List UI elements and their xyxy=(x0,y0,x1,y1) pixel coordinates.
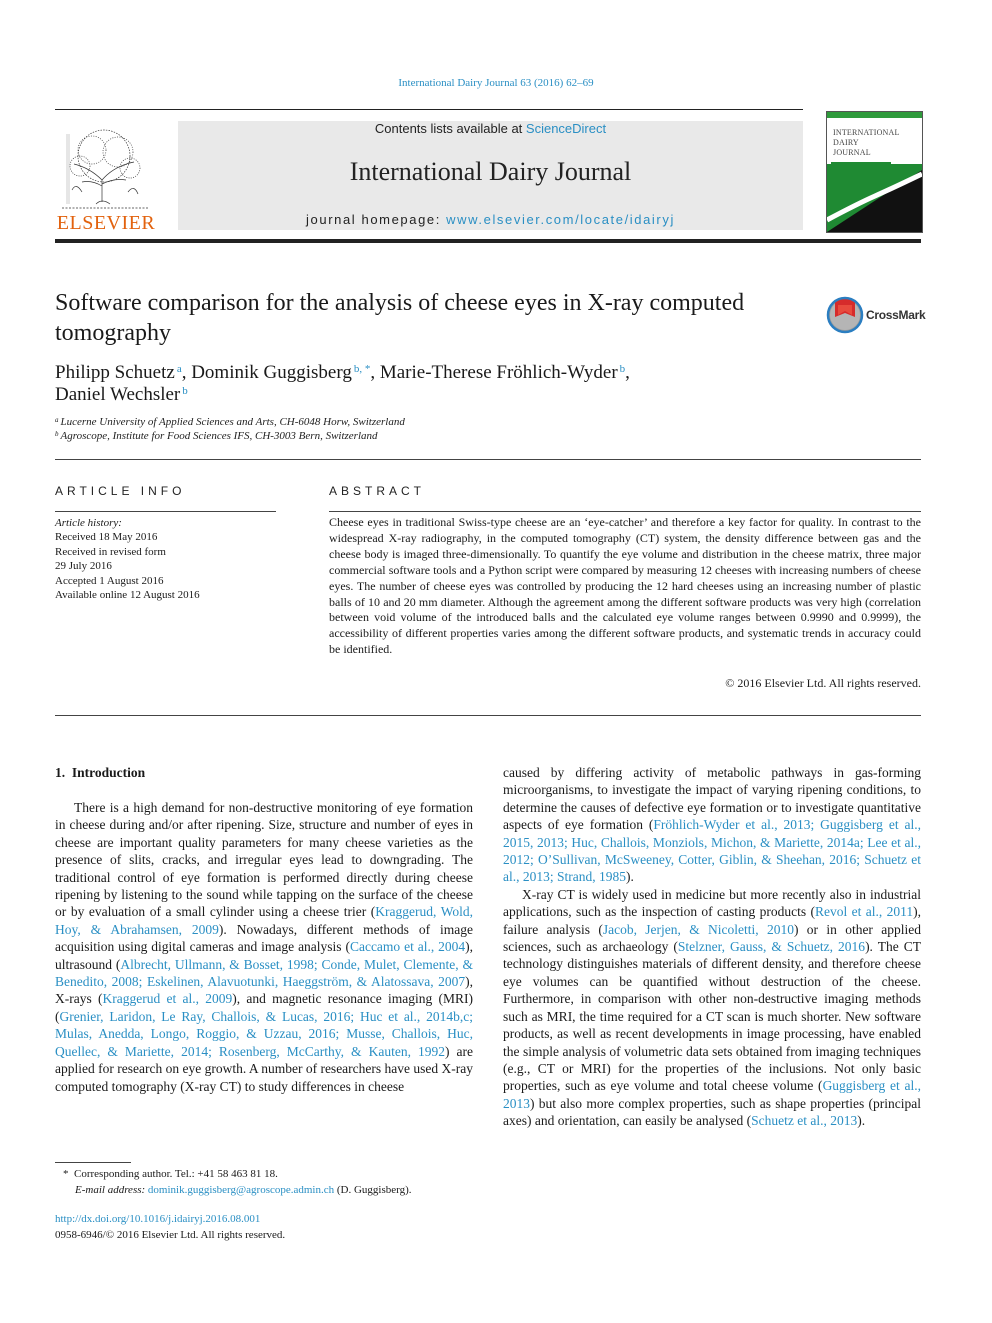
issn-copyright: 0958-6946/© 2016 Elsevier Ltd. All rights reserved. xyxy=(55,1229,286,1241)
masthead-rule xyxy=(55,239,921,243)
body-text: ) but also more complex properties, such as shape properties (principal axes) and orientation, can easily be analysed ( xyxy=(503,1095,921,1129)
crossmark-icon xyxy=(826,295,864,335)
author-name[interactable]: Philipp Schuetz xyxy=(55,362,175,383)
header-rule xyxy=(55,109,803,110)
affiliation-text: Agroscope, Institute for Food Sciences IFS, CH-3003 Bern, Switzerland xyxy=(60,430,378,442)
citation-link[interactable]: Revol et al., 2011 xyxy=(815,904,914,920)
sciencedirect-link[interactable]: ScienceDirect xyxy=(525,121,607,136)
cover-title xyxy=(833,128,900,158)
body-text: ) or in other applied sciences, such as archaeology ( xyxy=(503,921,921,955)
affiliation-mark: b xyxy=(55,430,59,438)
article-info-label: ARTICLE INFO xyxy=(55,484,186,498)
history-entry: Accepted 1 August 2016 xyxy=(55,574,164,587)
homepage-prefix: journal homepage: xyxy=(306,212,447,227)
paragraph xyxy=(503,886,921,1130)
email-label: E-mail address: xyxy=(75,1184,148,1196)
doi-link[interactable]: http://dx.doi.org/10.1016/j.idairyj.2016.08.001 xyxy=(55,1213,261,1225)
corresponding-author-text: Corresponding author. Tel.: +41 58 463 81 18. xyxy=(74,1168,278,1180)
journal-citation[interactable]: International Dairy Journal 63 (2016) 62–69 xyxy=(398,77,594,89)
author-list xyxy=(55,362,775,406)
author-separator: , xyxy=(625,362,630,383)
journal-name: International Dairy Journal xyxy=(349,157,632,186)
citation-link[interactable]: Schuetz et al., 2013 xyxy=(751,1113,858,1129)
cover-title-line: JOURNAL xyxy=(833,148,871,157)
author-affiliation-mark[interactable]: b xyxy=(619,363,626,375)
corresponding-author-footnote xyxy=(55,1166,475,1198)
body-text: ), and magnetic resonance imaging (MRI) ( xyxy=(55,991,473,1024)
body-text: ). Nowadays, different methods of image acquisition using digital cameras and image analysis ( xyxy=(55,921,473,955)
abstract-rule xyxy=(329,511,921,512)
citation-link[interactable]: Albrecht, Ullmann, & Bosset, 1998; Conde, Mulet, Clemente, & Benedito, 2008; Eskelinen, Alavuotunki, Haeggström, & Alatossava, 2007 xyxy=(55,956,473,990)
paragraph xyxy=(503,764,921,886)
section-divider xyxy=(55,715,921,716)
cover-title-line: DAIRY xyxy=(833,138,859,147)
author-name[interactable]: Dominik Guggisberg xyxy=(191,362,352,383)
body-text: ), ultrasound ( xyxy=(55,939,473,972)
body-column-right xyxy=(503,764,921,1130)
email-suffix: (D. Guggisberg). xyxy=(334,1184,412,1196)
affiliation xyxy=(55,430,378,442)
article-info-rule xyxy=(55,511,276,512)
author-separator: , xyxy=(181,362,192,383)
author-affiliation-mark[interactable]: b xyxy=(182,385,188,397)
email-link[interactable]: dominik.guggisberg@agroscope.admin.ch xyxy=(147,1184,335,1196)
affiliation-text: Lucerne University of Applied Sciences and Arts, CH-6048 Horw, Switzerland xyxy=(60,416,405,428)
abstract-text: Cheese eyes in traditional Swiss-type cheese are an ‘eye-catcher’ and therefore a key factor for quality. In contrast to the widespread X-ray radiography, in the computed tomography (CT) system, the density difference between gas and the cheese body is imaged three-dimensionally. To quantify the eye volume and distribution in the cheese matrix, three major commercial software tools and a Python script were compared by measuring 12 cheeses with increasing numbers of cheese eyes. The number of cheese eyes was controlled by producing the 12 hard cheeses using an increasing number of plastic balls of 10 and 20 mm diameter. Although the agreement among the different software products was very high (correlation between void volume of the introduced balls and the calculated eye volume ranges between 0.9990 and 0.9999), the accessibility of different properties varies among the different software products, and systematic trends in accuracy could be identified. xyxy=(329,515,921,657)
history-entry: Available online 12 August 2016 xyxy=(55,589,200,602)
body-column-left xyxy=(55,799,473,1095)
body-text: ) are applied for research on eye growth. A number of researchers have used X-ray computed tomography (X-ray CT) to study differences in cheese xyxy=(55,1043,473,1094)
crossmark-button[interactable] xyxy=(826,295,936,335)
citation-link[interactable]: Kraggerud, Wold, Hoy, & Abrahamsen, 2009 xyxy=(55,904,473,937)
abstract-label: ABSTRACT xyxy=(329,484,426,498)
body-text: ), failure analysis ( xyxy=(503,904,921,937)
footnote-mark: * xyxy=(63,1168,69,1180)
author-affiliation-mark[interactable]: b, * xyxy=(353,363,371,375)
affiliation-mark: a xyxy=(55,416,59,424)
elsevier-wordmark: ELSEVIER xyxy=(56,212,156,234)
homepage-link[interactable]: www.elsevier.com/locate/idairyj xyxy=(446,212,675,227)
body-text: ), X-rays ( xyxy=(55,974,473,1007)
body-text: X-ray CT is widely used in medicine but more recently also in industrial applications, such as the inspection of casting products ( xyxy=(503,886,921,920)
section-divider xyxy=(55,459,921,460)
abstract-copyright: © 2016 Elsevier Ltd. All rights reserved. xyxy=(725,676,921,690)
contents-line xyxy=(178,121,803,136)
article-title: Software comparison for the analysis of cheese eyes in X-ray computed tomography xyxy=(55,290,745,346)
crossmark-label: CrossMark xyxy=(866,308,926,322)
body-text: ). The CT technology distinguishes materials of different density, and therefore cheese eye volumes can be quantified without destruction of the cheese. Furthermore, in comparison with other non-destructive imaging methods such as MRI, the time required for a CT scan is much shorter. New software products, as well as recent developments in image processing, have enabled the simple analysis of volumetric data sets obtained from imaging techniques (e.g., CT or MRI) for the properties of the inclusions. Not only basic properties, such as eye volume and total cheese volume ( xyxy=(503,939,921,1094)
author-name[interactable]: Daniel Wechsler xyxy=(55,384,181,405)
article-history xyxy=(55,516,275,602)
history-heading: Article history: xyxy=(55,517,122,529)
author-name[interactable]: Marie-Therese Fröhlich-Wyder xyxy=(379,362,618,383)
citation-link[interactable]: Kraggerud et al., 2009 xyxy=(102,991,233,1007)
homepage-line xyxy=(178,212,803,227)
history-entry: 29 July 2016 xyxy=(55,560,112,573)
author-separator: , xyxy=(370,362,380,383)
section-heading: 1. Introduction xyxy=(55,765,146,780)
citation-link[interactable]: Fröhlich-Wyder et al., 2013; Guggisberg et al., 2015, 2013; Huc, Challois, Monziols, Michon, & Mariette, 2014a; Lee et al., 2012; O’Sullivan, McSweeney, Cotter, Giblin, & Sheehan, 2016; Schuetz et al., 2013; Strand, 1985 xyxy=(503,817,921,885)
citation-link[interactable]: Stelzner, Gauss, & Schuetz, 2016 xyxy=(677,939,866,955)
citation-link[interactable]: Guggisberg et al., 2013 xyxy=(503,1078,921,1111)
author-affiliation-mark[interactable]: a xyxy=(176,363,182,375)
citation-link[interactable]: Caccamo et al., 2004 xyxy=(349,939,466,955)
contents-prefix: Contents lists available at xyxy=(374,121,526,136)
doi-block xyxy=(55,1211,285,1243)
journal-cover-thumbnail[interactable] xyxy=(826,111,923,233)
affiliation xyxy=(55,416,405,428)
body-text: caused by differing activity of metabolic pathways in gas-forming microorganisms, to investigate the impact of varying ripening conditions, to determine the causes of defective eye formation or to investigate quantitative aspects of eye formation ( xyxy=(503,765,921,833)
body-text: ). xyxy=(626,869,634,885)
cover-title-line: INTERNATIONAL xyxy=(833,128,900,137)
citation-link[interactable]: Jacob, Jerjen, & Nicoletti, 2010 xyxy=(602,921,794,937)
body-text: There is a high demand for non-destructive monitoring of eye formation in cheese during and/or after ripening. Size, structure and number of eyes in cheese are important quality parameters for many cheese varieties as the presence of slits, cracks, and irregular eyes lead to downgrading. The traditional control of eye formation is performed directly during cheese ripening by listening to the sound while tapping on the surface of the cheese or by evaluation of a small cylinder using a cheese trier ( xyxy=(55,800,473,920)
history-entry: Received in revised form xyxy=(55,545,166,558)
body-text: ). xyxy=(857,1113,866,1129)
footnote-rule xyxy=(55,1162,131,1163)
citation-link[interactable]: Grenier, Laridon, Le Ray, Challois, & Lucas, 2016; Huc et al., 2014b,c; Mulas, Anedda, Longo, Roggio, & Uzzau, 2016; Musse, Challois, Huc, Quellec, & Mariette, 2014; Rosenberg, McCarthy, & Kauten, 1992 xyxy=(55,1008,473,1059)
history-entry: Received 18 May 2016 xyxy=(55,531,158,544)
elsevier-logo[interactable] xyxy=(52,120,158,235)
paragraph xyxy=(55,799,473,1095)
journal-banner xyxy=(178,121,803,230)
